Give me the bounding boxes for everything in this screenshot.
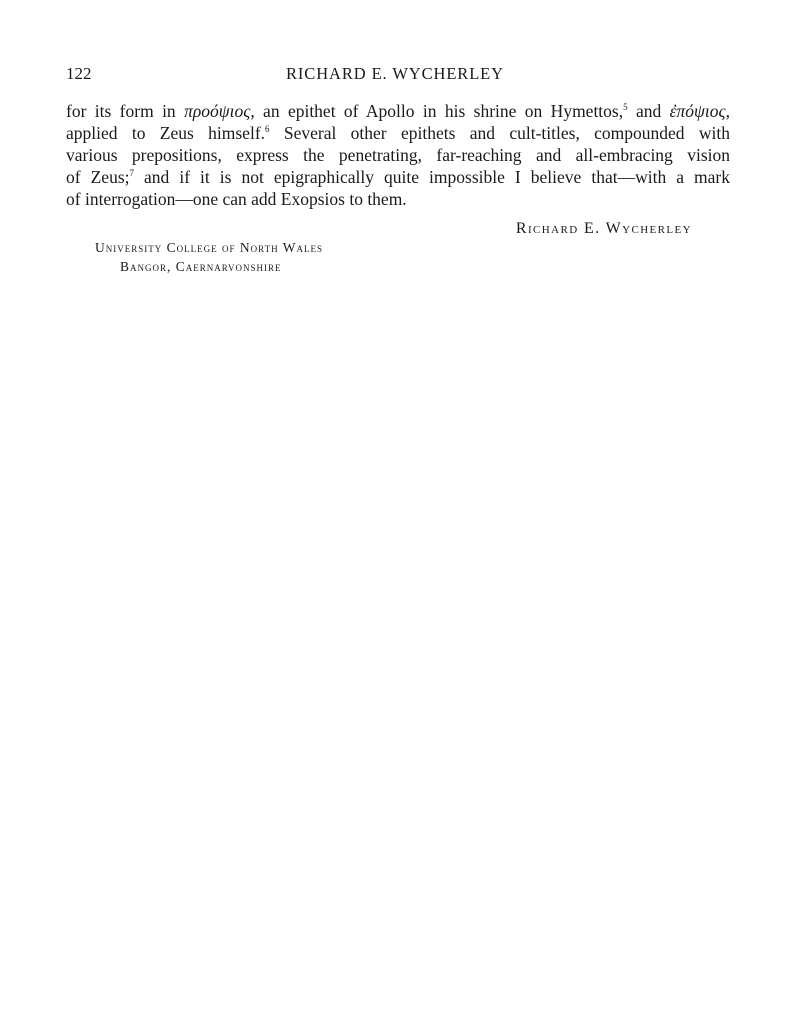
footnote-ref-5: 5: [623, 102, 628, 112]
page-number: 122: [66, 64, 92, 83]
running-header: [66, 62, 730, 86]
text-segment: ,: [725, 101, 730, 121]
text-segment: of interrogation—one can add Exopsios to them.: [66, 189, 407, 209]
running-title: RICHARD E. WYCHERLEY: [286, 64, 504, 83]
text-segment: Several other epithets and cult-titles, compounded with: [269, 123, 730, 143]
text-segment: of Zeus;: [66, 167, 130, 187]
affiliation-institution: University College of North Wales: [95, 240, 323, 255]
footnote-ref-6: 6: [265, 124, 270, 134]
greek-word-prooptios: προόψιος: [184, 101, 251, 121]
greek-word-epoptios: ἐπόψιος: [669, 101, 726, 121]
text-segment: and: [627, 101, 670, 121]
text-line-4: [66, 166, 730, 188]
text-segment: and if it is not epigraphically quite impossible I believe that—with a mark: [134, 167, 730, 187]
text-segment: , an epithet of Apollo in his shrine on Hymettos,: [250, 101, 624, 121]
author-signature: Richard E. Wycherley: [515, 220, 692, 237]
text-segment: various prepositions, express the penetrating, far-reaching and all-embracing vision: [66, 145, 730, 165]
text-line-5: [66, 188, 730, 210]
text-line-3: [66, 144, 730, 166]
text-line-1: [66, 100, 730, 122]
affiliation-location: Bangor, Caernarvonshire: [120, 259, 282, 274]
text-line-2: [66, 122, 730, 144]
author-affiliation: [95, 238, 323, 276]
text-segment: for its form in: [66, 101, 185, 121]
text-segment: applied to Zeus himself.: [66, 123, 266, 143]
body-paragraph: [66, 100, 730, 210]
footnote-ref-7: 7: [129, 168, 134, 178]
